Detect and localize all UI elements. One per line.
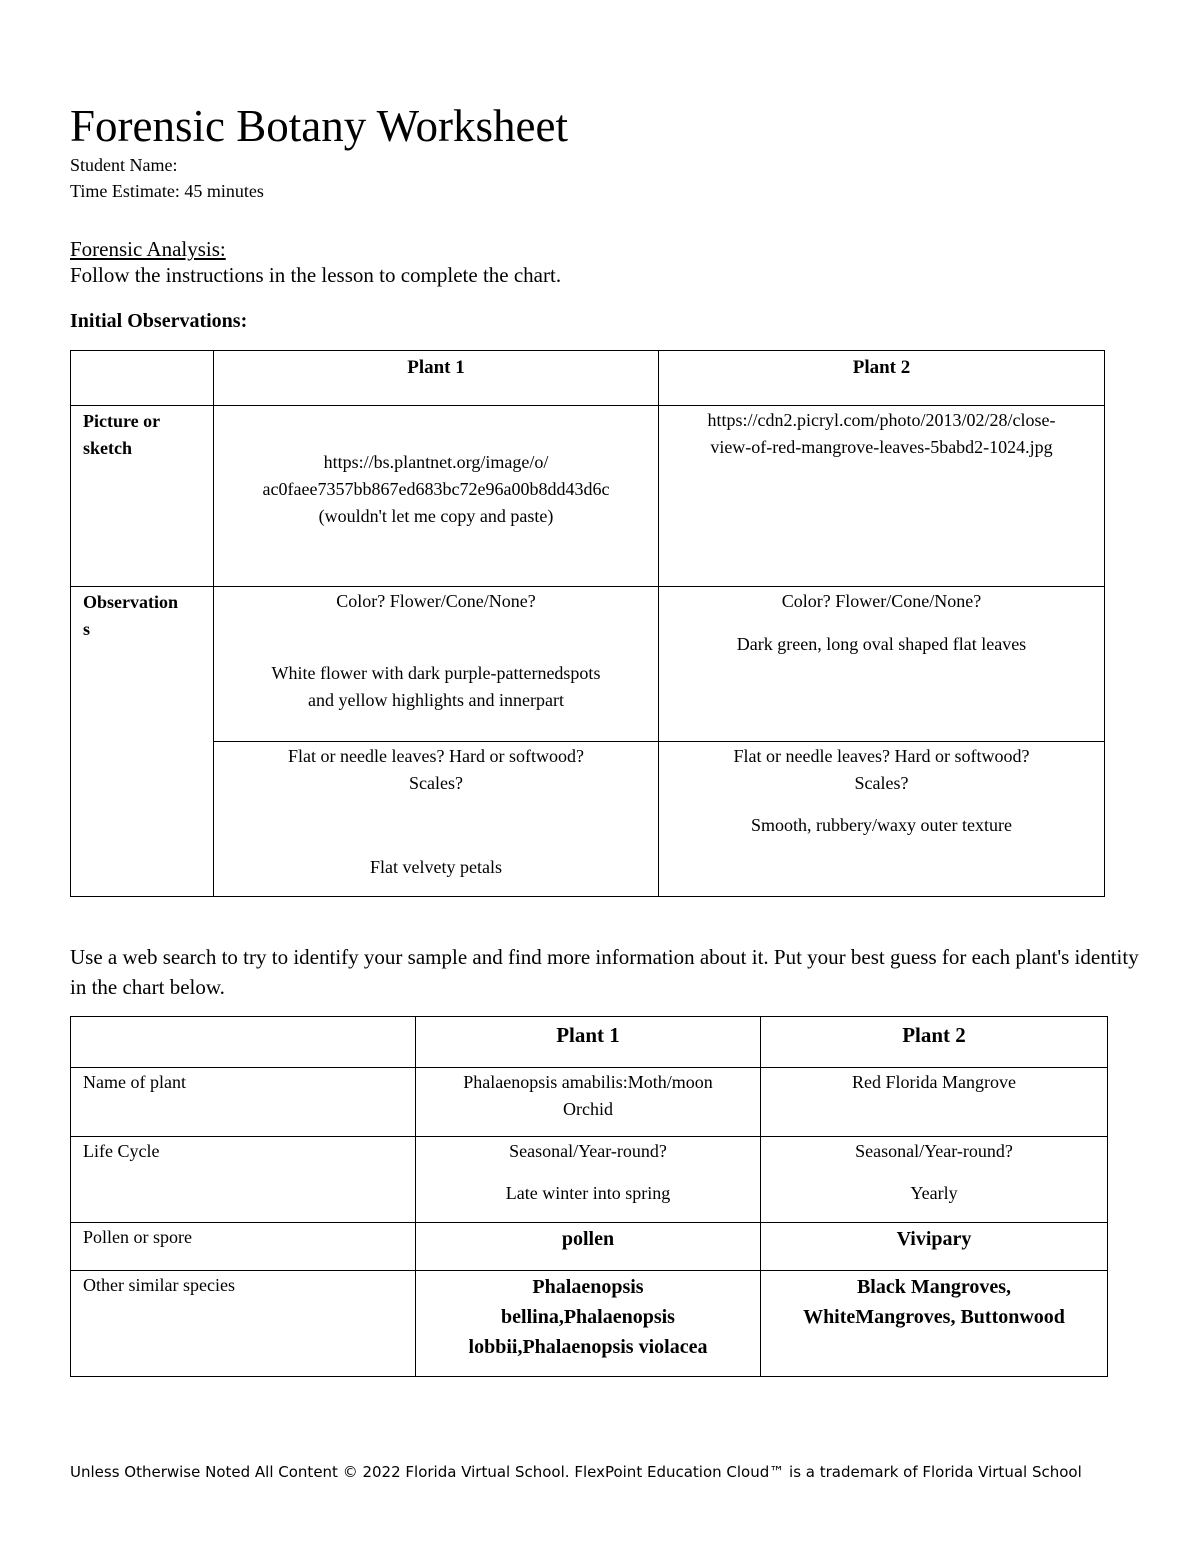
table-row bbox=[71, 742, 1105, 897]
table-row bbox=[71, 1271, 1108, 1377]
table-heading: Initial Observations: bbox=[70, 310, 248, 332]
table-row bbox=[71, 1068, 1108, 1137]
leaves-plant-2-cell bbox=[659, 742, 1105, 897]
pollen-plant-1-cell bbox=[416, 1223, 761, 1271]
prompt-text: Color? Flower/Cone/None? bbox=[781, 591, 982, 611]
picture-link-text: https://cdn2.picryl.com/photo/2013/02/28/close- bbox=[707, 410, 1056, 430]
search-instructions: Use a web search to try to identify your sample and find more information about it. Put your best guess for each plant's identity in the chart below. bbox=[70, 945, 1139, 999]
prompt-text: Scales? bbox=[409, 773, 463, 793]
prompt-text: Seasonal/Year-round? bbox=[509, 1141, 667, 1161]
answer-text: bellina,Phalaenopsis bbox=[501, 1306, 675, 1328]
answer-text: White flower with dark purple-patternedspots bbox=[271, 663, 601, 683]
column-header-label: Plant 2 bbox=[902, 1023, 966, 1047]
prompt-text: Scales? bbox=[854, 773, 909, 793]
table-row bbox=[71, 1017, 1108, 1068]
column-header-plant-1 bbox=[214, 351, 659, 406]
column-header-label: Plant 1 bbox=[556, 1023, 620, 1047]
lifecycle-plant-1-cell bbox=[416, 1137, 761, 1223]
column-header-plant-2 bbox=[761, 1017, 1108, 1068]
row-label-text: Observation bbox=[83, 592, 179, 612]
answer-text: Dark green, long oval shaped flat leaves bbox=[736, 634, 1027, 654]
column-header-plant-1 bbox=[416, 1017, 761, 1068]
section-heading: Forensic Analysis: bbox=[70, 237, 226, 261]
identification-table bbox=[70, 1016, 1108, 1377]
answer-text: and yellow highlights and innerpart bbox=[308, 690, 564, 710]
column-header-plant-2 bbox=[659, 351, 1105, 406]
time-estimate: Time Estimate: 45 minutes bbox=[70, 181, 264, 201]
answer-text: WhiteMangroves, Buttonwood bbox=[803, 1306, 1065, 1328]
name-plant-1-cell bbox=[416, 1068, 761, 1137]
row-label-similar bbox=[71, 1271, 416, 1377]
row-label-observations bbox=[71, 587, 214, 897]
pollen-plant-2-cell bbox=[761, 1223, 1108, 1271]
answer-text: Smooth, rubbery/waxy outer texture bbox=[751, 815, 1012, 835]
answer-text: Flat velvety petals bbox=[370, 857, 502, 877]
row-label-pollen bbox=[71, 1223, 416, 1271]
lifecycle-plant-2-cell bbox=[761, 1137, 1108, 1223]
leaves-plant-1-cell bbox=[214, 742, 659, 897]
answer-text: Yearly bbox=[910, 1183, 958, 1203]
prompt-text: Flat or needle leaves? Hard or softwood? bbox=[733, 746, 1030, 766]
row-label-text: s bbox=[83, 619, 91, 639]
row-label-text: Other similar species bbox=[83, 1275, 235, 1295]
table-cell bbox=[71, 351, 214, 406]
picture-note-text: (wouldn't let me copy and paste) bbox=[318, 506, 554, 526]
prompt-text: Seasonal/Year-round? bbox=[855, 1141, 1013, 1161]
picture-link-text: https://bs.plantnet.org/image/o/ bbox=[323, 452, 549, 472]
row-label-picture bbox=[71, 406, 214, 587]
picture-plant-1-cell bbox=[214, 406, 659, 587]
answer-text: Phalaenopsis bbox=[532, 1276, 644, 1298]
column-header-label: Plant 2 bbox=[852, 357, 911, 378]
answer-text: Orchid bbox=[563, 1099, 613, 1119]
table-row bbox=[71, 1137, 1108, 1223]
student-name-label: Student Name: bbox=[70, 155, 178, 175]
row-label-text: Picture or sketch bbox=[83, 411, 160, 458]
answer-text: Late winter into spring bbox=[505, 1183, 671, 1203]
table-cell bbox=[71, 1017, 416, 1068]
row-label-name bbox=[71, 1068, 416, 1137]
observations-table bbox=[70, 350, 1105, 897]
prompt-text: Color? Flower/Cone/None? bbox=[336, 591, 536, 611]
row-label-text: Pollen or spore bbox=[83, 1227, 192, 1247]
row-label-text: Life Cycle bbox=[83, 1141, 160, 1161]
answer-text: Phalaenopsis amabilis:Moth/moon bbox=[463, 1072, 713, 1092]
similar-plant-2-cell bbox=[761, 1271, 1108, 1377]
footer-copyright: Unless Otherwise Noted All Content © 2022 Florida Virtual School. FlexPoint Education Cloud™ is a trademark of Florida Virtual School bbox=[70, 1463, 1082, 1481]
row-label-text: Name of plant bbox=[83, 1072, 186, 1092]
similar-plant-1-cell bbox=[416, 1271, 761, 1377]
answer-text: Red Florida Mangrove bbox=[852, 1072, 1016, 1092]
color-plant-2-cell bbox=[659, 587, 1105, 742]
table-row bbox=[71, 587, 1105, 742]
instructions-text: Follow the instructions in the lesson to complete the chart. bbox=[70, 263, 562, 287]
table-row bbox=[71, 406, 1105, 587]
table-row bbox=[71, 351, 1105, 406]
answer-text: Vivipary bbox=[896, 1228, 972, 1250]
table-row bbox=[71, 1223, 1108, 1271]
picture-link-text: view-of-red-mangrove-leaves-5babd2-1024.jpg bbox=[710, 437, 1053, 457]
row-label-lifecycle bbox=[71, 1137, 416, 1223]
column-header-label: Plant 1 bbox=[407, 357, 465, 378]
name-plant-2-cell bbox=[761, 1068, 1108, 1137]
picture-link-text: ac0faee7357bb867ed683bc72e96a00b8dd43d6c bbox=[262, 479, 610, 499]
answer-text: lobbii,Phalaenopsis violacea bbox=[468, 1336, 708, 1358]
picture-plant-2-cell bbox=[659, 406, 1105, 587]
page-title: Forensic Botany Worksheet bbox=[70, 101, 568, 151]
answer-text: Black Mangroves, bbox=[856, 1276, 1012, 1298]
answer-text: pollen bbox=[561, 1228, 615, 1250]
prompt-text: Flat or needle leaves? Hard or softwood? bbox=[288, 746, 584, 766]
color-plant-1-cell bbox=[214, 587, 659, 742]
